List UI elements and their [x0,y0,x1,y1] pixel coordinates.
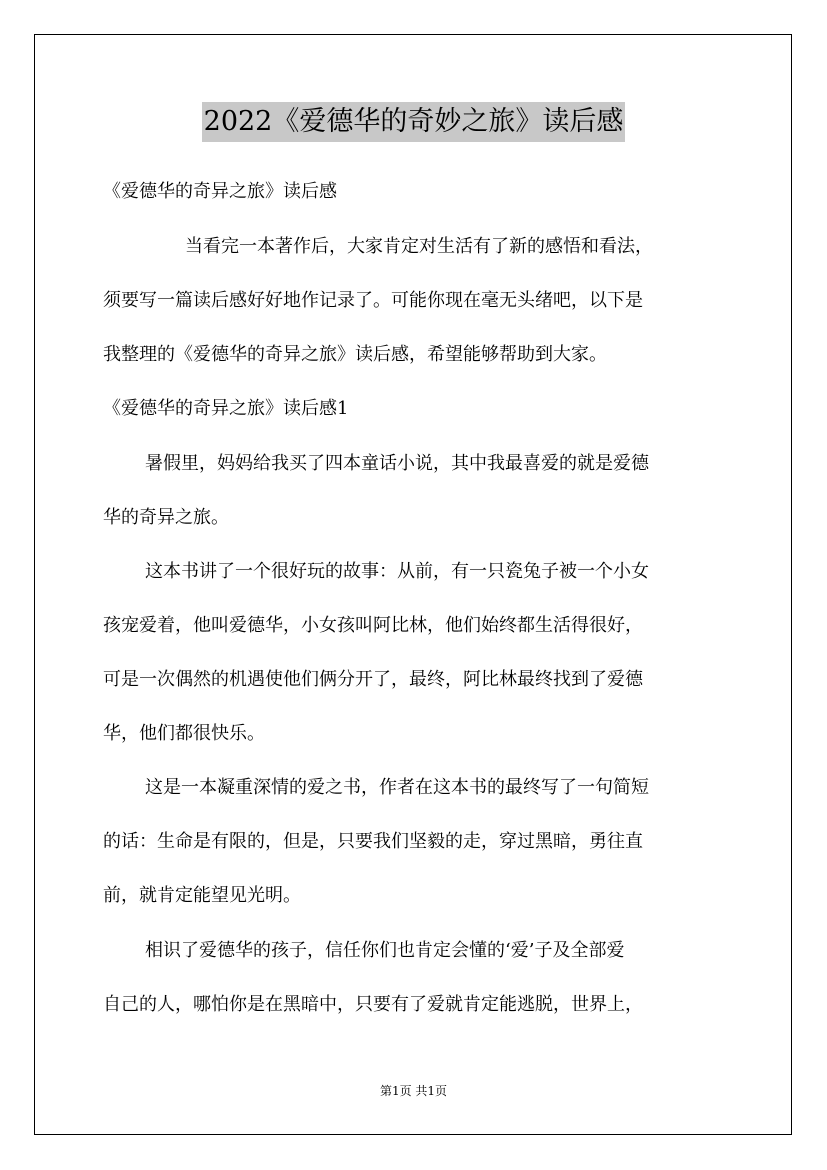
page-footer: 第1页 共1页 [379,1084,448,1098]
paragraph-line: 可是一次偶然的机遇使他们俩分开了，最终，阿比林最终找到了爱德 [103,669,643,690]
paragraph-line: 当看完一本著作后，大家肯定对生活有了新的感悟和看法， [185,236,653,257]
paragraph-line: 暑假里，妈妈给我买了四本童话小说，其中我最喜爱的就是爱德 [145,453,649,474]
paragraph-line: 的话：生命是有限的，但是，只要我们坚毅的走，穿过黑暗，勇往直 [103,831,643,852]
paragraph-line: 自己的人，哪怕你是在黑暗中，只要有了爱就肯定能逃脱，世界上， [103,994,643,1015]
paragraph-line: 这本书讲了一个很好玩的故事：从前，有一只瓷兔子被一个小女 [145,561,649,582]
title-container [0,102,827,142]
paragraph-line: 前，就肯定能望见光明。 [103,885,301,906]
paragraph-line: 我整理的《爱德华的奇异之旅》读后感，希望能够帮助到大家。 [103,344,607,365]
section-heading: 《爱德华的奇异之旅》读后感1 [103,398,349,419]
document-title: 2022《爱德华的奇妙之旅》读后感 [202,102,626,142]
paragraph-line: 须要写一篇读后感好好地作记录了。可能你现在毫无头绪吧，以下是 [103,290,643,311]
paragraph-line: 这是一本凝重深情的爱之书，作者在这本书的最终写了一句简短 [145,777,649,798]
paragraph-line: 相识了爱德华的孩子，信任你们也肯定会懂的‘爱’子及全部爱 [145,940,625,961]
paragraph-line: 华的奇异之旅。 [103,507,229,528]
subtitle-line: 《爱德华的奇异之旅》读后感 [103,181,337,202]
paragraph-line: 孩宠爱着，他叫爱德华，小女孩叫阿比林，他们始终都生活得很好， [103,615,643,636]
paragraph-line: 华，他们都很快乐。 [103,723,265,744]
